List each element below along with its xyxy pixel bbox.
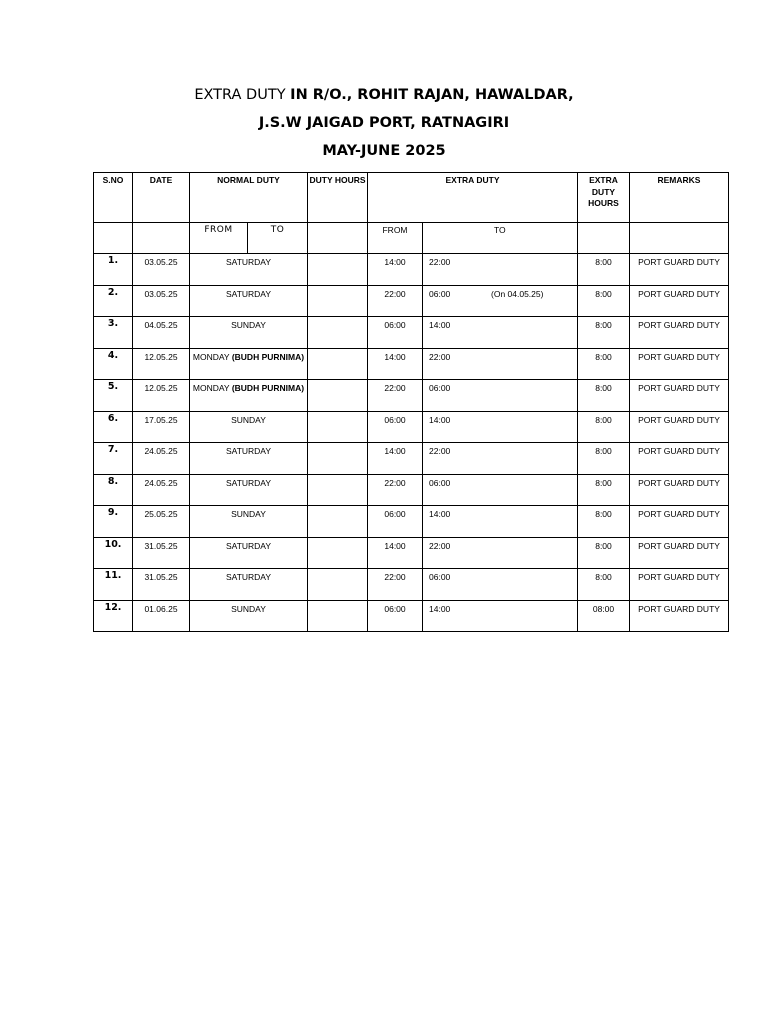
cell-normal-duty [190, 600, 308, 632]
cell-sno: 6. [94, 411, 133, 443]
cell-duty-hours [308, 317, 368, 349]
empty-cell [578, 223, 630, 254]
cell-remarks: PORT GUARD DUTY [630, 411, 729, 443]
cell-duty-hours [308, 506, 368, 538]
table-header-row [94, 173, 729, 223]
subheader-normal-from: FROM [190, 223, 248, 254]
cell-date: 17.05.25 [133, 411, 190, 443]
table-row [94, 317, 729, 349]
cell-extra-from: 14:00 [368, 537, 423, 569]
cell-extra-to [423, 537, 578, 569]
title-subject: IN R/O., ROHIT RAJAN, HAWALDAR, [290, 87, 574, 103]
cell-extra-to [423, 411, 578, 443]
cell-remarks: PORT GUARD DUTY [630, 380, 729, 412]
cell-normal-duty [190, 380, 308, 412]
cell-remarks: PORT GUARD DUTY [630, 506, 729, 538]
cell-duty-hours [308, 254, 368, 286]
cell-date: 03.05.25 [133, 254, 190, 286]
column-header-extra-duty: EXTRA DUTY [368, 173, 578, 223]
empty-cell [94, 223, 133, 254]
cell-date: 24.05.25 [133, 443, 190, 475]
cell-extra-hours: 8:00 [578, 285, 630, 317]
cell-duty-hours [308, 411, 368, 443]
cell-to-time: 22:00 [429, 446, 451, 456]
extra-duty-table [93, 172, 729, 632]
cell-date: 04.05.25 [133, 317, 190, 349]
cell-day: SUNDAY [231, 414, 266, 425]
cell-sno: 11. [94, 569, 133, 601]
cell-day-note: (BUDH PURNIMA) [231, 383, 305, 393]
cell-remarks: PORT GUARD DUTY [630, 285, 729, 317]
cell-duty-hours [308, 443, 368, 475]
document-title-period: MAY-JUNE 2025 [322, 143, 446, 159]
cell-remarks: PORT GUARD DUTY [630, 600, 729, 632]
cell-day-note: (BUDH PURNIMA) [231, 351, 305, 362]
cell-extra-from: 22:00 [368, 474, 423, 506]
cell-to-time: 06:00 [429, 383, 451, 393]
cell-to-time: 14:00 [429, 320, 451, 330]
cell-date: 25.05.25 [133, 506, 190, 538]
table-row [94, 600, 729, 632]
cell-remarks: PORT GUARD DUTY [630, 537, 729, 569]
cell-normal-duty [190, 317, 308, 349]
cell-to-time: 14:00 [429, 509, 451, 519]
cell-sno: 3. [94, 317, 133, 349]
cell-normal-duty [190, 443, 308, 475]
table-row [94, 569, 729, 601]
cell-extra-hours: 8:00 [578, 317, 630, 349]
cell-day: SATURDAY [225, 446, 272, 456]
table-row [94, 474, 729, 506]
table-row [94, 348, 729, 380]
cell-day: SUNDAY [231, 509, 266, 519]
cell-date: 12.05.25 [133, 380, 190, 412]
document-title-line-2: J.S.W JAIGAD PORT, RATNAGIRI [258, 115, 510, 131]
cell-to-time: 22:00 [429, 540, 451, 551]
cell-duty-hours [308, 474, 368, 506]
cell-to-time: 14:00 [429, 603, 451, 614]
cell-normal-duty [190, 411, 308, 443]
cell-extra-to [423, 317, 578, 349]
cell-to-note: (On 04.05.25) [491, 288, 544, 299]
cell-duty-hours [308, 569, 368, 601]
cell-day: SUNDAY [231, 603, 266, 614]
document-title-line-1 [0, 87, 768, 103]
cell-extra-to [423, 506, 578, 538]
cell-extra-hours: 8:00 [578, 348, 630, 380]
title-prefix: EXTRA DUTY [194, 87, 286, 103]
cell-extra-hours: 8:00 [578, 506, 630, 538]
cell-sno: 5. [94, 380, 133, 412]
cell-to-time: 06:00 [429, 477, 451, 488]
table-row [94, 537, 729, 569]
cell-extra-hours: 08:00 [578, 600, 630, 632]
cell-day: SATURDAY [225, 540, 272, 551]
subheader-extra-from: FROM [368, 223, 423, 254]
cell-date: 12.05.25 [133, 348, 190, 380]
cell-normal-duty [190, 537, 308, 569]
column-header-sno: S.NO [94, 173, 133, 223]
cell-day: SATURDAY [225, 257, 272, 267]
cell-extra-to [423, 380, 578, 412]
cell-normal-duty [190, 569, 308, 601]
cell-to-time: 14:00 [429, 414, 451, 425]
cell-extra-from: 06:00 [368, 317, 423, 349]
cell-remarks: PORT GUARD DUTY [630, 474, 729, 506]
column-header-extra-duty-hours: EXTRA DUTY HOURS [578, 173, 630, 223]
cell-day: SUNDAY [231, 320, 266, 330]
column-header-duty-hours: DUTY HOURS [308, 173, 368, 223]
cell-to-time: 22:00 [429, 257, 451, 267]
cell-day: SATURDAY [225, 572, 272, 582]
cell-day: SATURDAY [225, 288, 272, 299]
cell-extra-from: 14:00 [368, 443, 423, 475]
subheader-normal-to: TO [248, 223, 308, 254]
empty-cell [308, 223, 368, 254]
cell-remarks: PORT GUARD DUTY [630, 443, 729, 475]
cell-date: 01.06.25 [133, 600, 190, 632]
cell-extra-hours: 8:00 [578, 254, 630, 286]
cell-normal-duty [190, 474, 308, 506]
cell-sno: 7. [94, 443, 133, 475]
table-row [94, 411, 729, 443]
cell-extra-to [423, 443, 578, 475]
cell-to-time: 22:00 [429, 351, 451, 362]
cell-sno: 1. [94, 254, 133, 286]
cell-day: MONDAY [192, 351, 230, 362]
cell-date: 03.05.25 [133, 285, 190, 317]
cell-day: SATURDAY [225, 477, 272, 488]
cell-date: 31.05.25 [133, 537, 190, 569]
cell-extra-from: 22:00 [368, 569, 423, 601]
cell-extra-to [423, 254, 578, 286]
subheader-extra-to: TO [423, 223, 578, 254]
cell-date: 24.05.25 [133, 474, 190, 506]
cell-sno: 9. [94, 506, 133, 538]
cell-extra-from: 22:00 [368, 380, 423, 412]
table-row [94, 380, 729, 412]
table-subheader-row [94, 223, 729, 254]
cell-sno: 8. [94, 474, 133, 506]
cell-to-time: 06:00 [429, 288, 451, 299]
table-row [94, 443, 729, 475]
cell-extra-hours: 8:00 [578, 569, 630, 601]
cell-extra-hours: 8:00 [578, 411, 630, 443]
cell-to-time: 06:00 [429, 572, 451, 582]
cell-normal-duty [190, 254, 308, 286]
cell-extra-from: 06:00 [368, 600, 423, 632]
cell-extra-hours: 8:00 [578, 474, 630, 506]
cell-date: 31.05.25 [133, 569, 190, 601]
empty-cell [133, 223, 190, 254]
table-row [94, 506, 729, 538]
cell-extra-from: 06:00 [368, 411, 423, 443]
cell-duty-hours [308, 537, 368, 569]
cell-normal-duty [190, 285, 308, 317]
cell-extra-from: 14:00 [368, 254, 423, 286]
cell-extra-hours: 8:00 [578, 380, 630, 412]
column-header-normal-duty: NORMAL DUTY [190, 173, 308, 223]
table-body [94, 254, 729, 632]
cell-sno: 10. [94, 537, 133, 569]
cell-extra-to [423, 600, 578, 632]
table-row [94, 285, 729, 317]
cell-day: MONDAY [192, 383, 230, 393]
cell-sno: 12. [94, 600, 133, 632]
cell-normal-duty [190, 348, 308, 380]
cell-extra-to [423, 348, 578, 380]
cell-sno: 2. [94, 285, 133, 317]
cell-extra-from: 14:00 [368, 348, 423, 380]
cell-remarks: PORT GUARD DUTY [630, 348, 729, 380]
cell-duty-hours [308, 285, 368, 317]
empty-cell [630, 223, 729, 254]
cell-normal-duty [190, 506, 308, 538]
cell-sno: 4. [94, 348, 133, 380]
cell-extra-hours: 8:00 [578, 443, 630, 475]
table-row [94, 254, 729, 286]
cell-remarks: PORT GUARD DUTY [630, 254, 729, 286]
cell-extra-from: 22:00 [368, 285, 423, 317]
cell-remarks: PORT GUARD DUTY [630, 569, 729, 601]
cell-duty-hours [308, 348, 368, 380]
cell-extra-to [423, 285, 578, 317]
cell-extra-hours: 8:00 [578, 537, 630, 569]
cell-extra-from: 06:00 [368, 506, 423, 538]
column-header-date: DATE [133, 173, 190, 223]
cell-duty-hours [308, 600, 368, 632]
cell-extra-to [423, 569, 578, 601]
column-header-remarks: REMARKS [630, 173, 729, 223]
cell-duty-hours [308, 380, 368, 412]
cell-remarks: PORT GUARD DUTY [630, 317, 729, 349]
cell-extra-to [423, 474, 578, 506]
